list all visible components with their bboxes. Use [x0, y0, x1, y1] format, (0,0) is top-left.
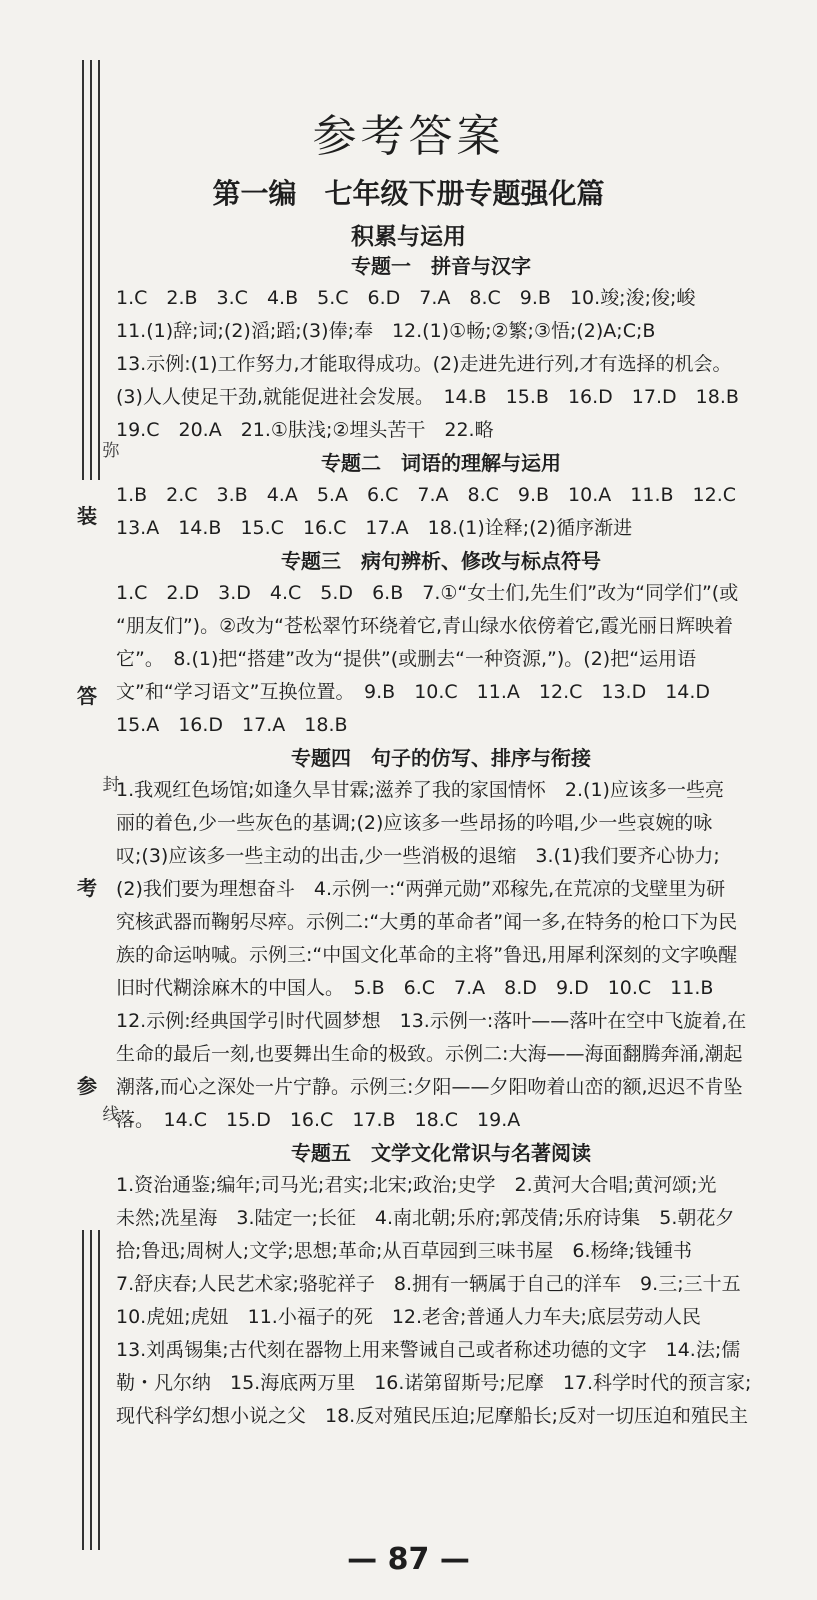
answer-line: 1.C 2.B 3.C 4.B 5.C 6.D 7.A 8.C 9.B 10.竣;浚;俊;峻 — [116, 287, 696, 309]
answer-line: 1.C 2.D 3.D 4.C 5.D 6.B 7.①“女士们,先生们”改为“同学们”(或 — [116, 582, 739, 604]
answer-content — [116, 250, 766, 1433]
answer-line: 1.资治通鉴;编年;司马光;君实;北宋;政治;史学 2.黄河大合唱;黄河颂;光 — [116, 1174, 717, 1196]
answer-line: 丽的着色,少一些灰色的基调;(2)应该多一些昂扬的吟唱,少一些哀婉的咏 — [116, 812, 713, 834]
answer-line: 11.(1)辞;词;(2)滔;蹈;(3)俸;奉 12.(1)①畅;②繁;③悟;(2)A;C;B — [116, 320, 656, 342]
part-title: 第一编 七年级下册专题强化篇 — [212, 177, 605, 210]
answer-line: 潮落,而心之深处一片宁静。示例三:夕阳——夕阳吻着山峦的额,迟迟不肯坠 — [116, 1076, 743, 1098]
side-label-kao: 考 — [72, 872, 102, 901]
answer-line: (3)人人使足干劲,就能促进社会发展。 14.B 15.B 16.D 17.D 18.B — [116, 386, 739, 408]
topic-heading: 专题四 句子的仿写、排序与衔接 — [291, 746, 591, 770]
answer-line: 7.舒庆春;人民艺术家;骆驼祥子 8.拥有一辆属于自己的洋车 9.三;三十五 — [116, 1273, 741, 1295]
binding-lines-bottom — [82, 1230, 108, 1550]
page-title: 参考答案 — [312, 111, 505, 162]
side-label-can: 参 — [72, 1070, 102, 1099]
answer-line: 族的命运呐喊。示例三:“中国文化革命的主将”鲁迅,用犀利深刻的文字唤醒 — [116, 944, 738, 966]
side-label-zhuang: 装 — [72, 500, 102, 529]
side-label-xian: 线 — [102, 1105, 120, 1125]
side-label-da: 答 — [72, 680, 102, 709]
answer-line: 现代科学幻想小说之父 18.反对殖民压迫;尼摩船长;反对一切压迫和殖民主 — [116, 1405, 749, 1427]
side-label-feng: 封 — [102, 775, 120, 795]
answer-line: 未然;冼星海 3.陆定一;长征 4.南北朝;乐府;郭茂倩;乐府诗集 5.朝花夕 — [116, 1207, 735, 1229]
answer-line: 它”。 8.(1)把“搭建”改为“提供”(或删去“一种资源,”)。(2)把“运用语 — [116, 648, 697, 670]
answer-line: 究核武器而鞠躬尽瘁。示例二:“大勇的革命者”闻一多,在特务的枪口下为民 — [116, 911, 738, 933]
answer-line: 生命的最后一刻,也要舞出生命的极致。示例二:大海——海面翻腾奔涌,潮起 — [116, 1043, 743, 1065]
answer-line: “朋友们”)。②改为“苍松翠竹环绕着它,青山绿水依傍着它,霞光丽日辉映着 — [116, 615, 734, 637]
answer-line: 拾;鲁迅;周树人;文学;思想;革命;从百草园到三味书屋 6.杨绛;钱锺书 — [116, 1240, 692, 1262]
answer-line: 旧时代糊涂麻木的中国人。 5.B 6.C 7.A 8.D 9.D 10.C 11.B — [116, 977, 714, 999]
topic-heading: 专题五 文学文化常识与名著阅读 — [291, 1141, 591, 1165]
answer-line: (2)我们要为理想奋斗 4.示例一:“两弹元勋”邓稼先,在荒凉的戈壁里为研 — [116, 878, 726, 900]
answer-line: 1.B 2.C 3.B 4.A 5.A 6.C 7.A 8.C 9.B 10.A 11.B 12.C — [116, 484, 736, 506]
topic-heading: 专题二 词语的理解与运用 — [321, 451, 561, 475]
answer-line: 12.示例:经典国学引时代圆梦想 13.示例一:落叶——落叶在空中飞旋着,在 — [116, 1010, 747, 1032]
answer-line: 13.刘禹锡集;古代刻在器物上用来警诫自己或者称述功德的文字 14.法;儒 — [116, 1339, 741, 1361]
topic-heading: 专题三 病句辨析、修改与标点符号 — [281, 549, 601, 573]
answer-line: 1.我观红色场馆;如逢久旱甘霖;滋养了我的家国情怀 2.(1)应该多一些亮 — [116, 779, 724, 801]
section-title: 积累与运用 — [351, 224, 466, 250]
answer-line: 文”和“学习语文”互换位置。 9.B 10.C 11.A 12.C 13.D 14.D — [116, 681, 711, 703]
answer-line: 13.示例:(1)工作努力,才能取得成功。(2)走进先进行列,才有选择的机会。 — [116, 353, 732, 375]
side-label-mi: 弥 — [102, 441, 120, 461]
answer-line: 落。 14.C 15.D 16.C 17.B 18.C 19.A — [116, 1109, 521, 1131]
page-number: — 87 — — [347, 1542, 470, 1577]
answer-line: 叹;(3)应该多一些主动的出击,少一些消极的退缩 3.(1)我们要齐心协力; — [116, 845, 720, 867]
page-number-value: 87 — [387, 1542, 430, 1577]
answer-line: 勒・凡尔纳 15.海底两万里 16.诺第留斯号;尼摩 17.科学时代的预言家; — [116, 1372, 752, 1394]
answer-line: 10.虎妞;虎妞 11.小福子的死 12.老舍;普通人力车夫;底层劳动人民 — [116, 1306, 701, 1328]
answer-line: 15.A 16.D 17.A 18.B — [116, 714, 348, 736]
answer-line: 13.A 14.B 15.C 16.C 17.A 18.(1)诠释;(2)循序渐进 — [116, 517, 633, 539]
topic-heading: 专题一 拼音与汉字 — [351, 254, 531, 278]
answer-line: 19.C 20.A 21.①肤浅;②埋头苦干 22.略 — [116, 419, 494, 441]
